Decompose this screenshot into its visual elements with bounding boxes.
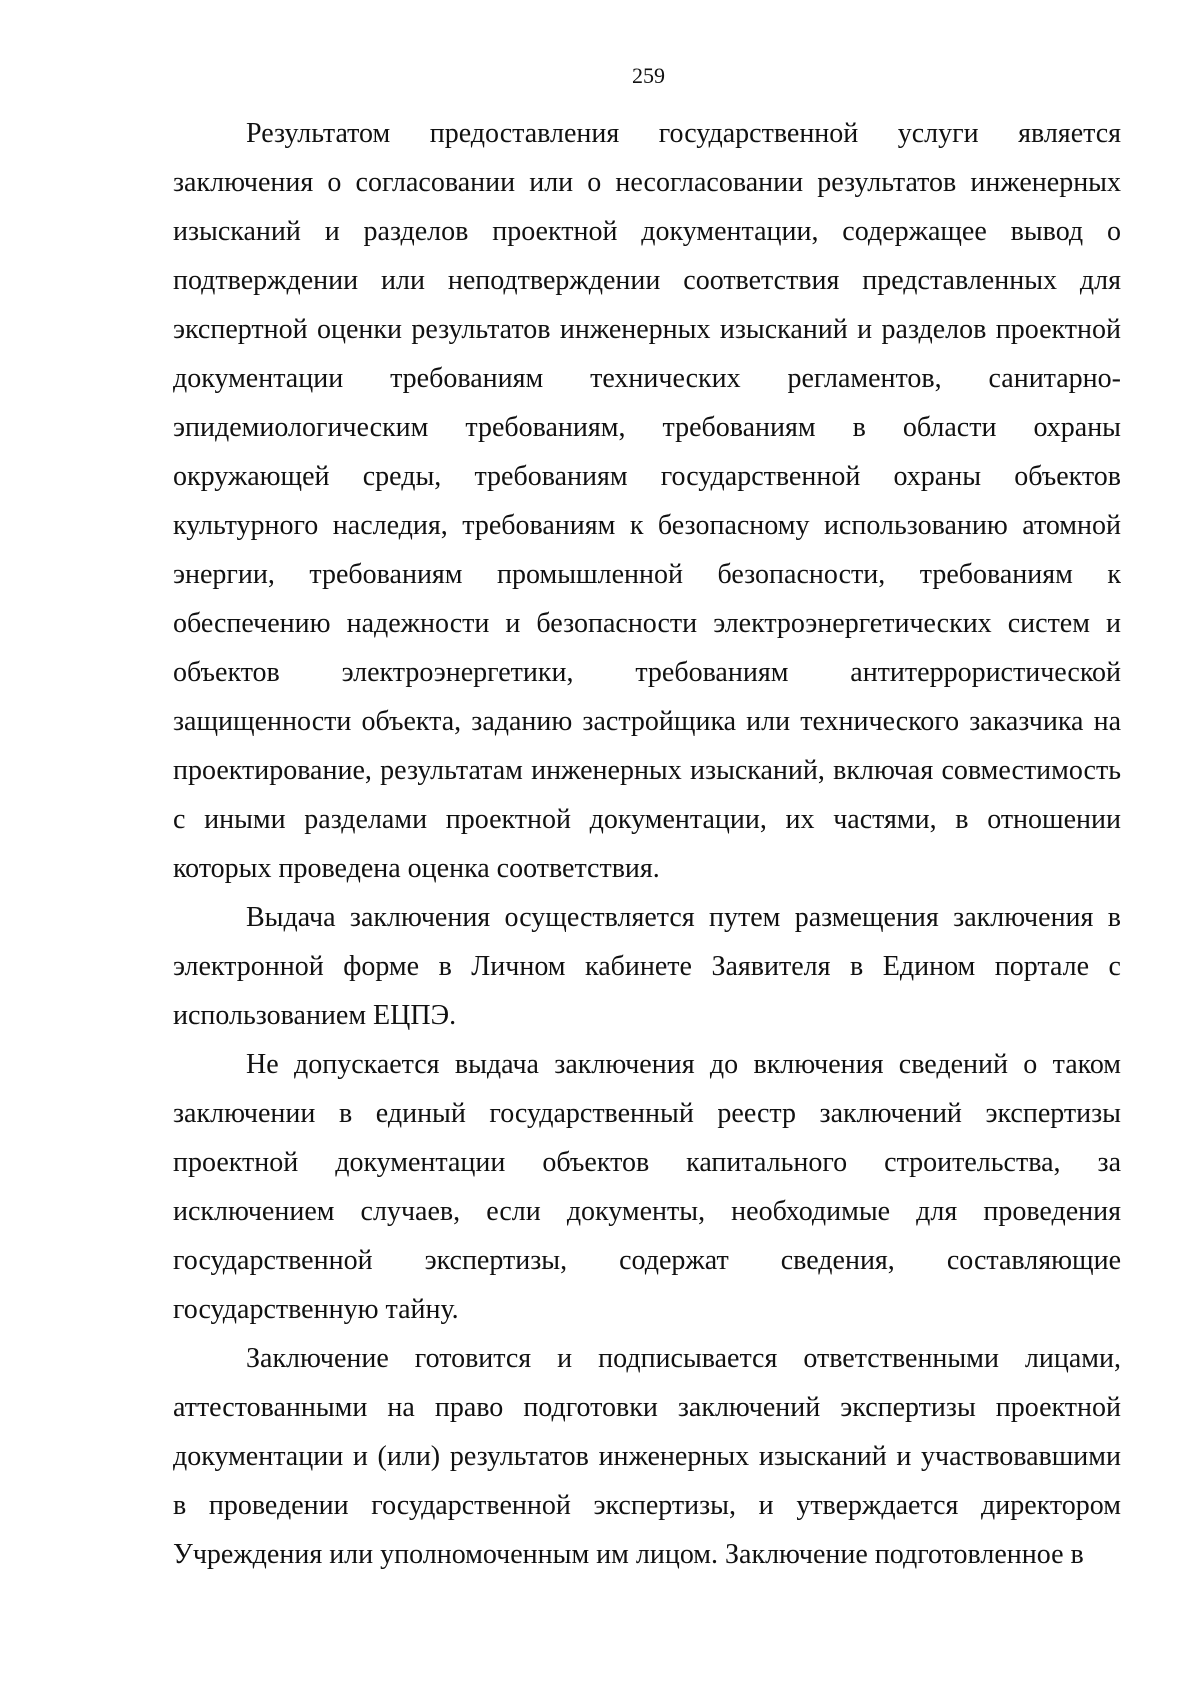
paragraph-registry: Не допускается выдача заключения до включения сведений о таком заключении в единый государственный реестр заключений экспертизы проектной документации объектов капитального строительства, за исключением случаев, если документы, необходимые для проведения государственной экспертизы, содержат сведения, составляющие государственную тайну.	[173, 1049, 1121, 1325]
paragraph-result: Результатом предоставления государственной услуги является заключения о согласовании или о несогласовании результатов инженерных изысканий и разделов проектной документации, содержащее вывод о подтверждении или неподтверждении соответствия представленных для экспертной оценки результатов инженерных изысканий и разделов проектной документации требованиям технических регламентов, санитарно-эпидемиологическим требованиям, требованиям в области охраны окружающей среды, требованиям государственной охраны объектов культурного наследия, требованиям к безопасному использованию атомной энергии, требованиям промышленной безопасности, требованиям к обеспечению надежности и безопасности электроэнергетических систем и объектов электроэнергетики, требованиям антитеррористической защищенности объекта, заданию застройщика или технического заказчика на проектирование, результатам инженерных изысканий, включая совместимость с иными разделами проектной документации, их частями, в отношении которых проведена оценка соответствия.	[173, 118, 1121, 884]
paragraph-issuance: Выдача заключения осуществляется путем размещения заключения в электронной форме в Личном кабинете Заявителя в Едином портале с использованием ЕЦПЭ.	[173, 902, 1121, 1031]
page-number: 259	[632, 63, 665, 88]
document-body	[173, 109, 1121, 1579]
paragraph-signing: Заключение готовится и подписывается ответственными лицами, аттестованными на право подготовки заключений экспертизы проектной документации и (или) результатов инженерных изысканий и участвовавшими в проведении государственной экспертизы, и утверждается директором Учреждения или уполномоченным им лицом. Заключение подготовленное в	[173, 1343, 1121, 1570]
